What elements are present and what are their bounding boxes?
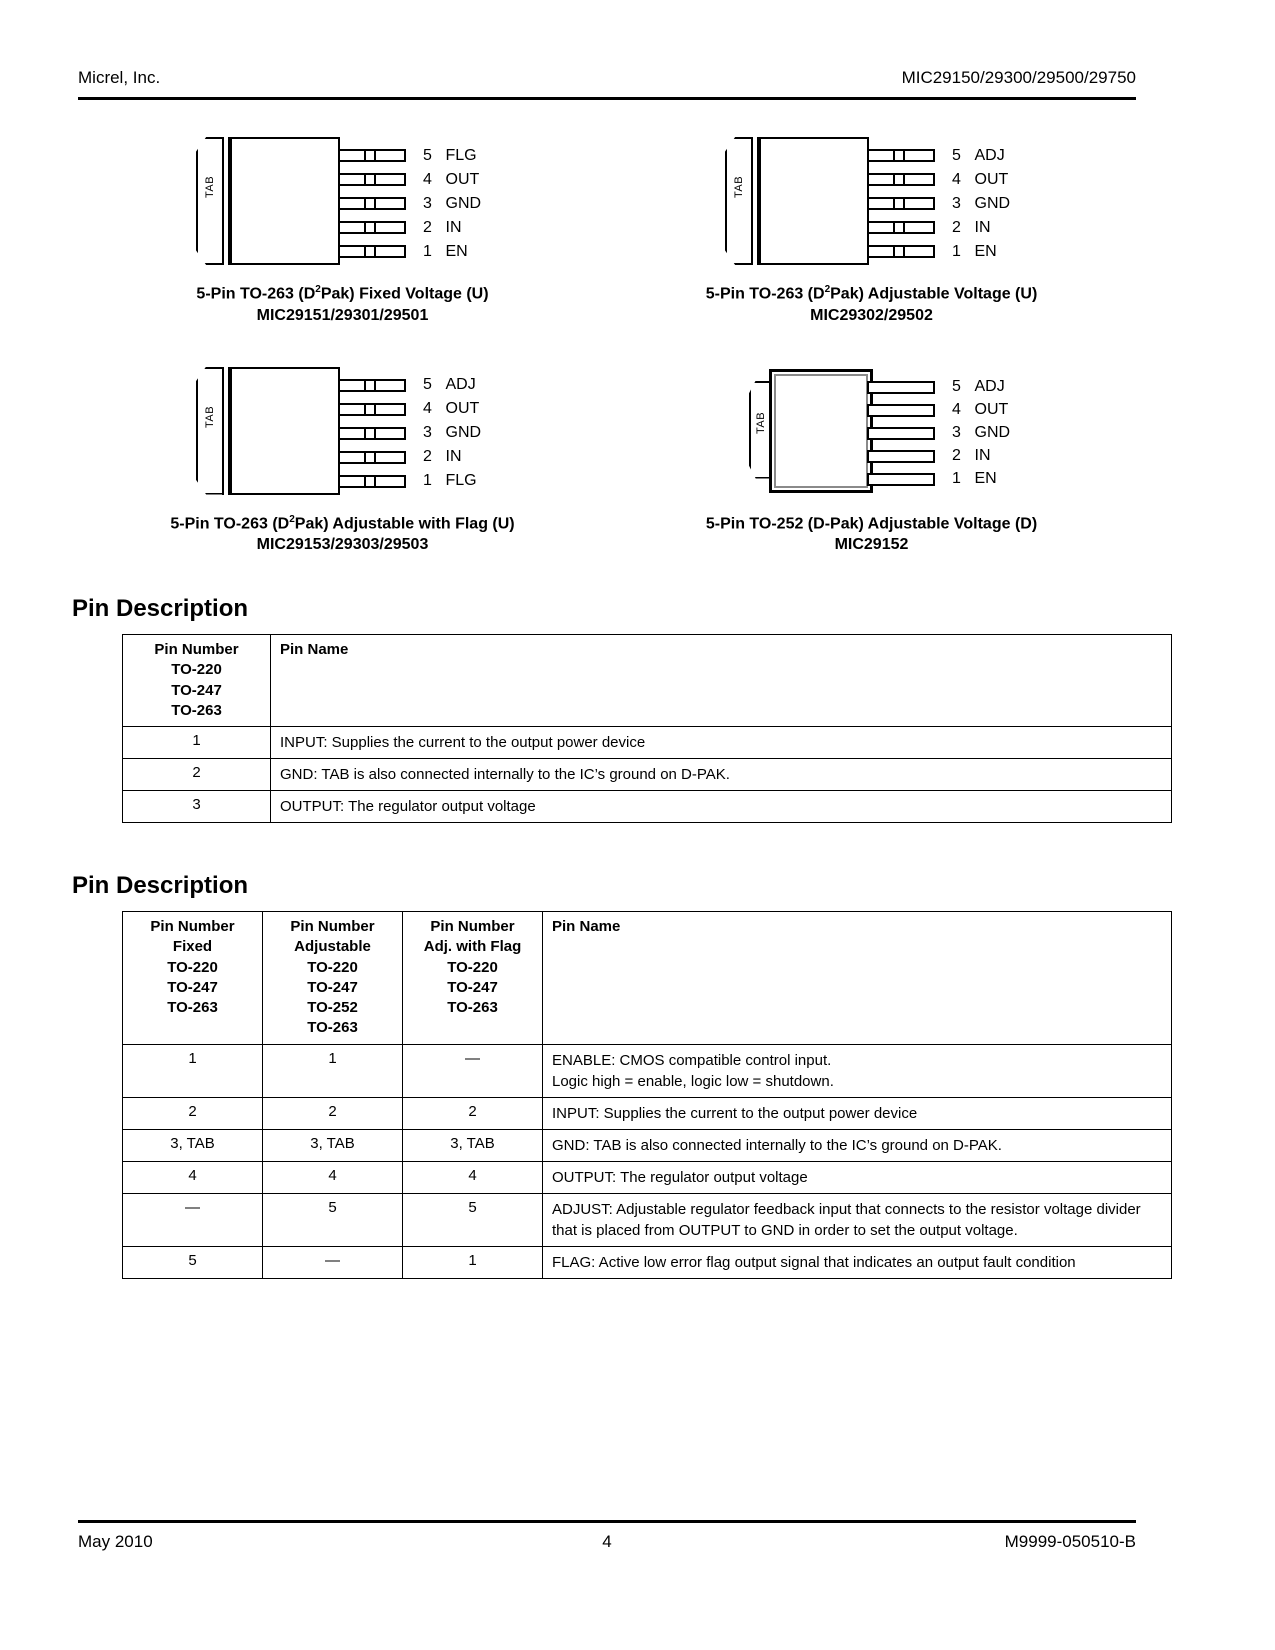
pin-lead: [867, 173, 935, 186]
package-drawing: [178, 125, 508, 275]
package-diagram-grid: [78, 125, 1136, 556]
pin-lead: [867, 381, 935, 394]
header-pin-number-adj-flag: Pin Number Adj. with Flag TO-220 TO-247 TO-263: [403, 912, 543, 1045]
pin-group: [178, 355, 508, 505]
pin-number: 2: [423, 218, 432, 236]
pin-row: [338, 242, 503, 260]
cell-pin-adj-flag: 4: [403, 1161, 543, 1193]
pin-number: 4: [952, 170, 961, 188]
pin-name: GND: [445, 194, 482, 212]
header-pin-name: Pin Name: [543, 912, 1172, 1045]
caption-suffix: Pak) Adjustable Voltage (U): [830, 285, 1038, 303]
package-to263-adj-flag: [78, 355, 607, 557]
pin-number: 1: [423, 242, 432, 260]
caption-prefix: 5-Pin TO-263 (D: [170, 514, 290, 532]
cell-pin-number: 2: [123, 759, 271, 791]
cell-pin-adjustable: 5: [263, 1193, 403, 1246]
pin-name: OUT: [445, 400, 480, 418]
pin-lead: [338, 197, 406, 210]
header-pin-number-adjustable: Pin Number Adjustable TO-220 TO-247 TO-252 TO-263: [263, 912, 403, 1045]
pin-lead: [338, 245, 406, 258]
cell-pin-description: FLAG: Active low error flag output signal that indicates an output fault condition: [543, 1246, 1172, 1278]
caption-superscript: 2: [824, 284, 831, 295]
caption-superscript: 2: [289, 513, 295, 525]
cell-pin-adj-flag: —: [403, 1044, 543, 1097]
package-row-top: [78, 125, 1136, 327]
pin-name: GND: [974, 424, 1011, 442]
table-header-row: [123, 635, 1172, 727]
pin-lead: [338, 173, 406, 186]
pin-number: 5: [423, 376, 432, 394]
caption-part-numbers: MIC29152: [834, 536, 909, 554]
tab-label: TAB: [754, 411, 767, 434]
header-pin-number: Pin Number TO-220 TO-247 TO-263: [123, 635, 271, 727]
page-header: [78, 68, 1136, 88]
footer-divider: [78, 1520, 1136, 1523]
caption-part-numbers: MIC29153/29303/29503: [256, 536, 429, 554]
section-heading-pin-description-1: Pin Description: [72, 595, 249, 622]
cell-pin-fixed: 2: [123, 1097, 263, 1129]
pin-description-table-1: [122, 634, 1172, 823]
cell-pin-adj-flag: 2: [403, 1097, 543, 1129]
package-caption: [196, 283, 488, 327]
pin-name: EN: [974, 470, 997, 488]
cell-pin-adjustable: 2: [263, 1097, 403, 1129]
tab-label: TAB: [203, 405, 216, 428]
cell-pin-adj-flag: 3, TAB: [403, 1129, 543, 1161]
page-footer: [78, 1532, 1136, 1552]
caption-suffix: Pak) Adjustable with Flag (U): [294, 514, 515, 532]
pin-name: GND: [445, 424, 482, 442]
pin-row: [867, 218, 1032, 236]
caption-part-numbers: MIC29302/29502: [810, 306, 933, 324]
pin-lead: [867, 473, 935, 486]
cell-pin-number: 3: [123, 791, 271, 823]
cell-pin-adjustable: 3, TAB: [263, 1129, 403, 1161]
pin-lead: [867, 427, 935, 440]
table-row: [123, 791, 1172, 823]
table-row: [123, 1246, 1172, 1278]
pin-row: [867, 401, 1032, 419]
caption-prefix: 5-Pin TO-263 (D: [196, 285, 316, 303]
pin-lead: [867, 404, 935, 417]
table-row: [123, 727, 1172, 759]
pin-number: 4: [423, 400, 432, 418]
pin-row: [338, 170, 503, 188]
table-row: [123, 1161, 1172, 1193]
pin-lead: [867, 221, 935, 234]
cell-pin-description: GND: TAB is also connected internally to the IC’s ground on D-PAK.: [543, 1129, 1172, 1161]
footer-document-id: M9999-050510-B: [1004, 1532, 1136, 1551]
pin-number: 4: [423, 170, 432, 188]
pin-number: 3: [952, 194, 961, 212]
pin-number: 2: [952, 447, 961, 465]
pin-name: OUT: [974, 401, 1009, 419]
pin-row: [338, 146, 503, 164]
part-number-list: MIC29150/29300/29500/29750: [901, 68, 1136, 87]
pin-row: [867, 424, 1032, 442]
pin-row: [338, 218, 503, 236]
header-divider: [78, 97, 1136, 100]
pin-row: [338, 376, 503, 394]
pin-row: [867, 194, 1032, 212]
cell-pin-description: ENABLE: CMOS compatible control input. Logic high = enable, logic low = shutdown.: [543, 1044, 1172, 1097]
section-heading-pin-description-2: Pin Description: [72, 872, 249, 899]
pin-lead: [867, 245, 935, 258]
cell-pin-fixed: 4: [123, 1161, 263, 1193]
tab-label: TAB: [732, 175, 745, 199]
pin-lead: [338, 403, 406, 416]
cell-pin-description: ADJUST: Adjustable regulator feedback input that connects to the resistor voltage divider that is placed from OUTPUT to GND in order to set the output voltage.: [543, 1193, 1172, 1246]
pin-row: [338, 424, 503, 442]
package-row-bottom: [78, 355, 1136, 557]
pin-name: IN: [445, 218, 462, 236]
footer-date: May 2010: [78, 1532, 153, 1551]
package-caption: [706, 283, 1038, 327]
cell-pin-description: INPUT: Supplies the current to the output power device: [543, 1097, 1172, 1129]
pin-name: EN: [974, 242, 997, 260]
pin-row: [867, 146, 1032, 164]
cell-pin-description: OUTPUT: The regulator output voltage: [271, 791, 1172, 823]
pin-lead: [867, 197, 935, 210]
pin-description-table-2: [122, 911, 1172, 1279]
pin-row: [867, 242, 1032, 260]
pin-name: GND: [974, 194, 1011, 212]
package-drawing: [707, 355, 1037, 505]
cell-pin-description: GND: TAB is also connected internally to the IC’s ground on D-PAK.: [271, 759, 1172, 791]
pin-name: FLG: [445, 146, 477, 164]
cell-pin-fixed: —: [123, 1193, 263, 1246]
table-row: [123, 1044, 1172, 1097]
pin-name: IN: [445, 448, 462, 466]
pin-name: IN: [974, 447, 991, 465]
pin-row: [338, 472, 503, 490]
pin-group: [707, 355, 1037, 505]
pin-number: 3: [952, 424, 961, 442]
table-header-row: [123, 912, 1172, 1045]
pin-row: [867, 170, 1032, 188]
cell-pin-fixed: 3, TAB: [123, 1129, 263, 1161]
pin-row: [867, 470, 1032, 488]
table-row: [123, 1193, 1172, 1246]
pin-row: [338, 194, 503, 212]
pin-number: 2: [952, 218, 961, 236]
page-number: 4: [602, 1532, 612, 1551]
caption-prefix: 5-Pin TO-263 (D: [705, 285, 825, 303]
pin-name: OUT: [445, 170, 480, 188]
package-drawing: [178, 355, 508, 505]
pin-name: ADJ: [974, 378, 1005, 396]
pin-row: [338, 448, 503, 466]
pin-name: ADJ: [445, 376, 476, 394]
company-name: Micrel, Inc.: [78, 68, 161, 87]
package-drawing: [707, 125, 1037, 275]
package-caption: [706, 513, 1037, 557]
cell-pin-adjustable: —: [263, 1246, 403, 1278]
package-to252-adjustable: [607, 355, 1136, 557]
pin-row: [867, 378, 1032, 396]
caption-superscript: 2: [315, 284, 321, 295]
cell-pin-description: INPUT: Supplies the current to the output power device: [271, 727, 1172, 759]
pin-number: 2: [423, 448, 432, 466]
pin-name: OUT: [974, 170, 1009, 188]
table-row: [123, 759, 1172, 791]
pin-name: IN: [974, 218, 991, 236]
package-to263-fixed: [78, 125, 607, 327]
caption-suffix: Pak) Fixed Voltage (U): [320, 285, 489, 303]
pin-number: 1: [952, 470, 961, 488]
caption-prefix: 5-Pin TO-252 (D-Pak) Adjustable Voltage (D): [705, 514, 1038, 532]
pin-lead: [338, 149, 406, 162]
pin-number: 5: [952, 378, 961, 396]
table-row: [123, 1097, 1172, 1129]
pin-lead: [338, 451, 406, 464]
cell-pin-description: OUTPUT: The regulator output voltage: [543, 1161, 1172, 1193]
cell-pin-adjustable: 4: [263, 1161, 403, 1193]
pin-number: 1: [952, 242, 961, 260]
pin-lead: [338, 221, 406, 234]
pin-row: [867, 447, 1032, 465]
pin-lead: [867, 149, 935, 162]
pin-name: EN: [445, 242, 468, 260]
package-caption: [170, 513, 514, 557]
header-pin-name: Pin Name: [271, 635, 1172, 727]
cell-pin-adj-flag: 1: [403, 1246, 543, 1278]
pin-number: 1: [423, 472, 432, 490]
pin-lead: [867, 450, 935, 463]
pin-name: ADJ: [974, 146, 1005, 164]
cell-pin-number: 1: [123, 727, 271, 759]
pin-lead: [338, 475, 406, 488]
pin-number: 4: [952, 401, 961, 419]
tab-label: TAB: [203, 175, 216, 199]
table-row: [123, 1129, 1172, 1161]
header-pin-number-fixed: Pin Number Fixed TO-220 TO-247 TO-263: [123, 912, 263, 1045]
caption-part-numbers: MIC29151/29301/29501: [256, 306, 429, 324]
cell-pin-adj-flag: 5: [403, 1193, 543, 1246]
cell-pin-adjustable: 1: [263, 1044, 403, 1097]
pin-row: [338, 400, 503, 418]
pin-group: [178, 125, 508, 275]
pin-name: FLG: [445, 472, 477, 490]
pin-number: 5: [423, 146, 432, 164]
pin-number: 3: [423, 424, 432, 442]
pin-number: 3: [423, 194, 432, 212]
pin-lead: [338, 379, 406, 392]
cell-pin-fixed: 1: [123, 1044, 263, 1097]
package-to263-adjustable: [607, 125, 1136, 327]
pin-group: [707, 125, 1037, 275]
cell-pin-fixed: 5: [123, 1246, 263, 1278]
pin-number: 5: [952, 146, 961, 164]
pin-lead: [338, 427, 406, 440]
